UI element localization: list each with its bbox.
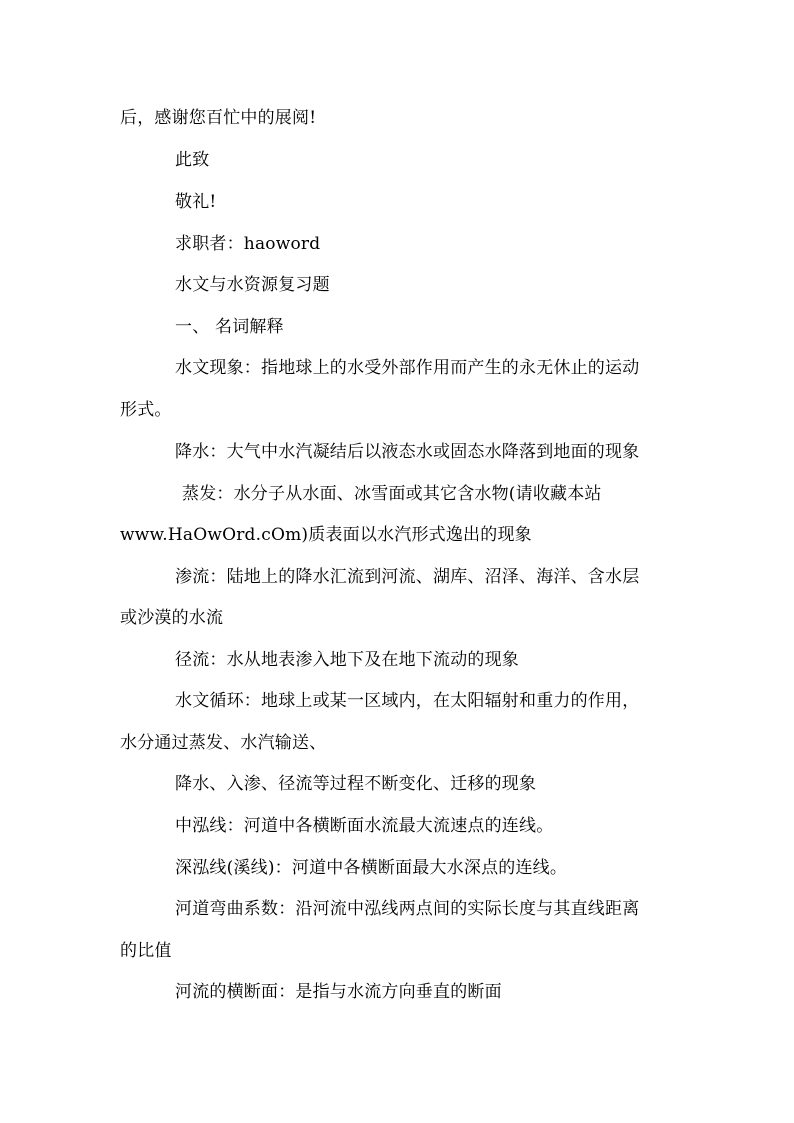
text-line: 此致 (175, 150, 210, 170)
text-line: 的比值 (120, 941, 172, 961)
text-line: 或沙漠的水流 (120, 608, 224, 628)
text-line: 降水、入渗、径流等过程不断变化、迁移的现象 (175, 774, 537, 794)
text-line: 蒸发：水分子从水面、冰雪面或其它含水物(请收藏本站 (182, 484, 602, 504)
text-line: 中泓线：河道中各横断面水流最大流速点的连线。 (175, 816, 554, 836)
text-line: 水分通过蒸发、水汽输送、 (120, 733, 327, 753)
text-line: 水文与水资源复习题 (175, 275, 330, 295)
text-line: 求职者：haoword (175, 234, 321, 254)
text-line: 形式。 (120, 400, 172, 420)
text-line: 敬礼! (175, 192, 217, 212)
text-line: 一、 名词解释 (175, 317, 284, 337)
text-line: 径流：水从地表渗入地下及在地下流动的现象 (175, 650, 519, 670)
text-line: 深泓线(溪线)：河道中各横断面最大水深点的连线。 (175, 858, 568, 878)
text-line: 水文循环：地球上或某一区域内，在太阳辐射和重力的作用， (175, 691, 640, 711)
text-line: 河流的横断面：是指与水流方向垂直的断面 (175, 982, 502, 1002)
text-line: 降水：大气中水汽凝结后以液态水或固态水降落到地面的现象 (175, 442, 640, 462)
text-line: www.HaOwOrd.cOm)质表面以水汽形式逸出的现象 (120, 525, 532, 545)
text-line: 水文现象：指地球上的水受外部作用而产生的永无休止的运动 (175, 358, 640, 378)
text-line: 渗流：陆地上的降水汇流到河流、湖库、沼泽、海洋、含水层 (175, 567, 640, 587)
text-line: 后，感谢您百忙中的展阅! (120, 108, 317, 128)
text-line: 河道弯曲系数：沿河流中泓线两点间的实际长度与其直线距离 (175, 899, 640, 919)
